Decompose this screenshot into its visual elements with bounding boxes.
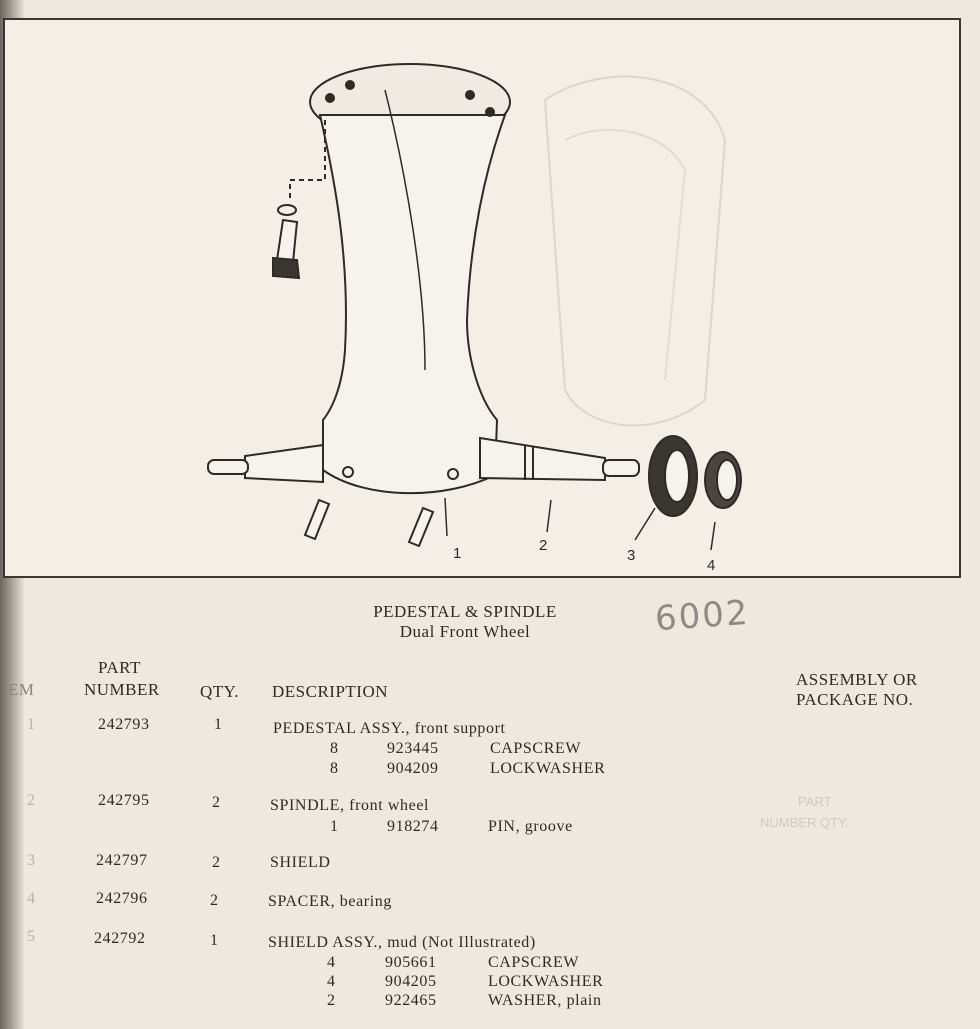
quantity: 1	[214, 716, 223, 733]
description: SHIELD	[270, 854, 331, 871]
shield-part	[649, 436, 697, 516]
show-through-ghost-inner	[565, 130, 685, 380]
bleed-through-text: PART	[798, 794, 832, 809]
handwritten-note: 6002	[653, 592, 751, 640]
callout-2: 2	[539, 537, 548, 554]
pedestal-spindle-drawing	[5, 20, 959, 576]
sub-quantity: 8	[330, 760, 339, 777]
sub-description: WASHER, plain	[488, 992, 602, 1009]
groove-pins	[305, 500, 433, 546]
sub-part-number: 923445	[387, 740, 439, 757]
exploded-view-figure	[3, 18, 961, 578]
part-number: 242795	[98, 792, 150, 809]
figure-title: PEDESTAL & SPINDLE	[373, 602, 557, 621]
description: PEDESTAL ASSY., front support	[273, 720, 506, 737]
sub-description: PIN, groove	[488, 818, 573, 835]
sub-part-number: 904205	[385, 973, 437, 990]
header-item: EM	[8, 680, 35, 699]
header-part-line2: NUMBER	[84, 680, 160, 699]
quantity: 1	[210, 932, 219, 949]
figure-subtitle: Dual Front Wheel	[399, 622, 531, 641]
sub-quantity: 4	[327, 973, 336, 990]
sub-quantity: 1	[330, 818, 339, 835]
callout-4: 4	[707, 557, 716, 574]
right-spindle	[480, 438, 639, 480]
sub-description: LOCKWASHER	[488, 973, 604, 990]
left-spindle	[208, 445, 323, 482]
header-assembly-line2: PACKAGE NO.	[796, 690, 914, 709]
description: SPINDLE, front wheel	[270, 797, 430, 814]
item-number: 5	[27, 928, 36, 945]
sub-part-number: 918274	[387, 818, 439, 835]
header-qty: QTY.	[200, 682, 239, 701]
sub-part-number: 905661	[385, 954, 437, 971]
item-number: 2	[27, 792, 36, 809]
description: SPACER, bearing	[268, 893, 392, 910]
quantity: 2	[212, 854, 221, 871]
sub-description: LOCKWASHER	[490, 760, 606, 777]
quantity: 2	[212, 794, 221, 811]
show-through-ghost	[545, 77, 725, 426]
sub-quantity: 8	[330, 740, 339, 757]
part-number: 242796	[96, 890, 148, 907]
header-part-line1: PART	[98, 658, 141, 677]
bleed-through-text: NUMBER QTY.	[760, 815, 849, 830]
sub-part-number: 904209	[387, 760, 439, 777]
description: SHIELD ASSY., mud (Not Illustrated)	[268, 934, 536, 951]
callout-1: 1	[453, 545, 462, 562]
quantity: 2	[210, 892, 219, 909]
sub-description: CAPSCREW	[488, 954, 580, 971]
part-number: 242797	[96, 852, 148, 869]
capscrew-lockwasher	[273, 120, 325, 278]
callout-3: 3	[627, 547, 636, 564]
sub-part-number: 922465	[385, 992, 437, 1009]
part-number: 242792	[94, 930, 146, 947]
item-number: 3	[27, 852, 36, 869]
item-number: 1	[27, 716, 36, 733]
item-number: 4	[27, 890, 36, 907]
sub-description: CAPSCREW	[490, 740, 582, 757]
pedestal-body	[310, 64, 510, 493]
header-description: DESCRIPTION	[272, 682, 389, 701]
sub-quantity: 2	[327, 992, 336, 1009]
sub-quantity: 4	[327, 954, 336, 971]
spacer-part	[705, 452, 741, 508]
part-number: 242793	[98, 716, 150, 733]
header-assembly-line1: ASSEMBLY OR	[796, 670, 918, 689]
